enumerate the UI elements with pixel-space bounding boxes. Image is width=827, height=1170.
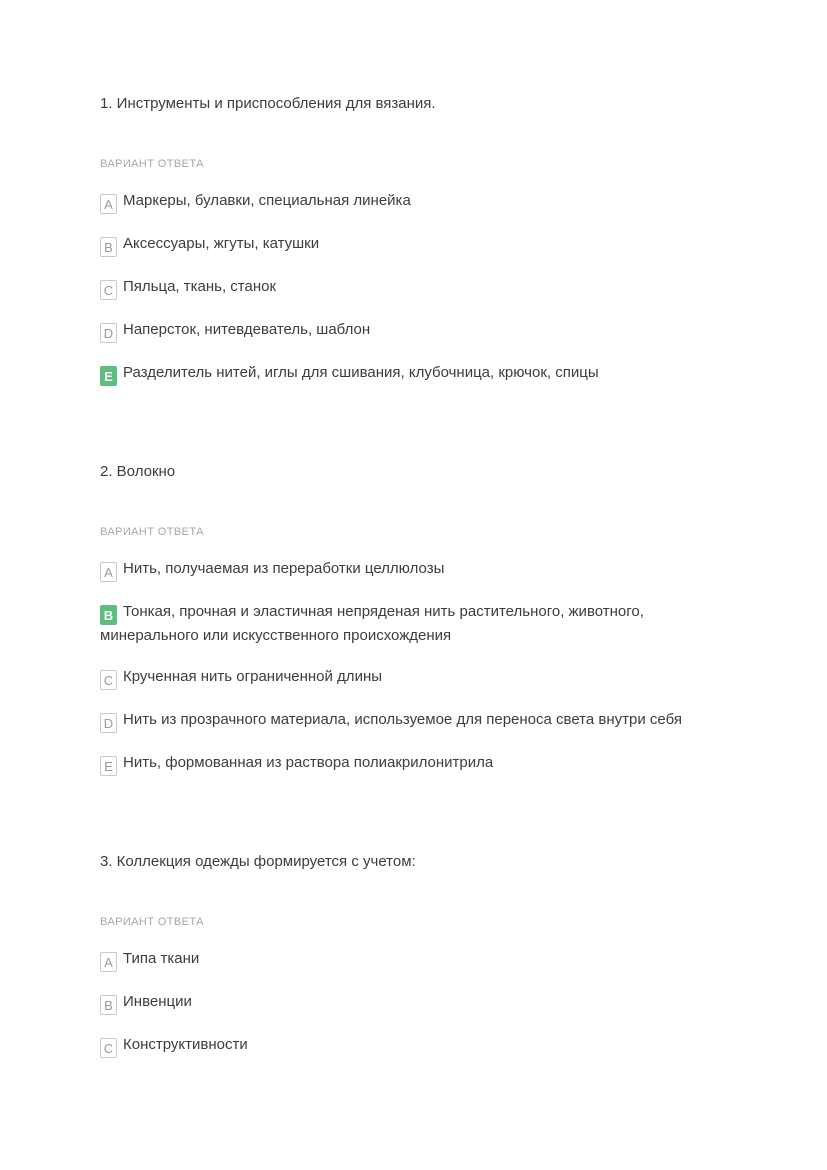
option-text: Тонкая, прочная и эластичная непряденая нить растительного, животного, минерального или искусственного происхождения (100, 603, 644, 644)
option-text: Нить, получаемая из переработки целлюлозы (123, 560, 445, 577)
option-letter-badge: C (100, 670, 117, 690)
answer-option[interactable] (100, 752, 720, 776)
question-title: 1. Инструменты и приспособления для вязания. (100, 95, 436, 112)
option-text: Типа ткани (123, 950, 200, 967)
answer-option[interactable] (100, 709, 720, 733)
question-title: 2. Волокно (100, 463, 176, 480)
option-letter-badge: D (100, 713, 117, 733)
answer-option[interactable] (100, 190, 720, 214)
answer-option[interactable] (100, 276, 720, 300)
option-text: Крученная нить ограниченной длины (123, 668, 383, 685)
option-text: Маркеры, булавки, специальная линейка (123, 192, 411, 209)
answer-variant-label: ВАРИАНТ ОТВЕТА (100, 158, 204, 170)
question-block-1 (100, 94, 720, 386)
option-letter-badge: B (100, 995, 117, 1015)
answer-variant-label: ВАРИАНТ ОТВЕТА (100, 526, 204, 538)
option-letter-badge: D (100, 323, 117, 343)
answer-option-correct[interactable] (100, 362, 720, 386)
answer-option[interactable] (100, 558, 720, 582)
question-block-3 (100, 852, 720, 1058)
option-letter-badge: A (100, 562, 117, 582)
option-text: Конструктивности (123, 1036, 248, 1053)
correct-option-letter-badge: B (100, 605, 117, 625)
option-text: Нить, формованная из раствора полиакрилонитрила (123, 754, 494, 771)
answer-option[interactable] (100, 233, 720, 257)
answer-option[interactable] (100, 1034, 720, 1058)
option-letter-badge: A (100, 952, 117, 972)
answer-option[interactable] (100, 666, 720, 690)
answer-option[interactable] (100, 991, 720, 1015)
option-letter-badge: A (100, 194, 117, 214)
option-letter-badge: E (100, 756, 117, 776)
option-letter-badge: B (100, 237, 117, 257)
question-block-2 (100, 462, 720, 776)
answer-variant-label: ВАРИАНТ ОТВЕТА (100, 916, 204, 928)
option-text: Инвенции (123, 993, 192, 1010)
answer-option[interactable] (100, 948, 720, 972)
answer-option[interactable] (100, 319, 720, 343)
option-letter-badge: C (100, 280, 117, 300)
option-text: Наперсток, нитевдеватель, шаблон (123, 321, 371, 338)
question-title: 3. Коллекция одежды формируется с учетом: (100, 853, 416, 870)
option-text: Нить из прозрачного материала, используемое для переноса света внутри себя (123, 711, 682, 728)
option-text: Аксессуары, жгуты, катушки (123, 235, 320, 252)
option-text: Пяльца, ткань, станок (123, 278, 277, 295)
correct-option-letter-badge: E (100, 366, 117, 386)
option-text: Разделитель нитей, иглы для сшивания, клубочница, крючок, спицы (123, 364, 599, 381)
answer-option-correct[interactable] (100, 601, 720, 647)
option-letter-badge: C (100, 1038, 117, 1058)
